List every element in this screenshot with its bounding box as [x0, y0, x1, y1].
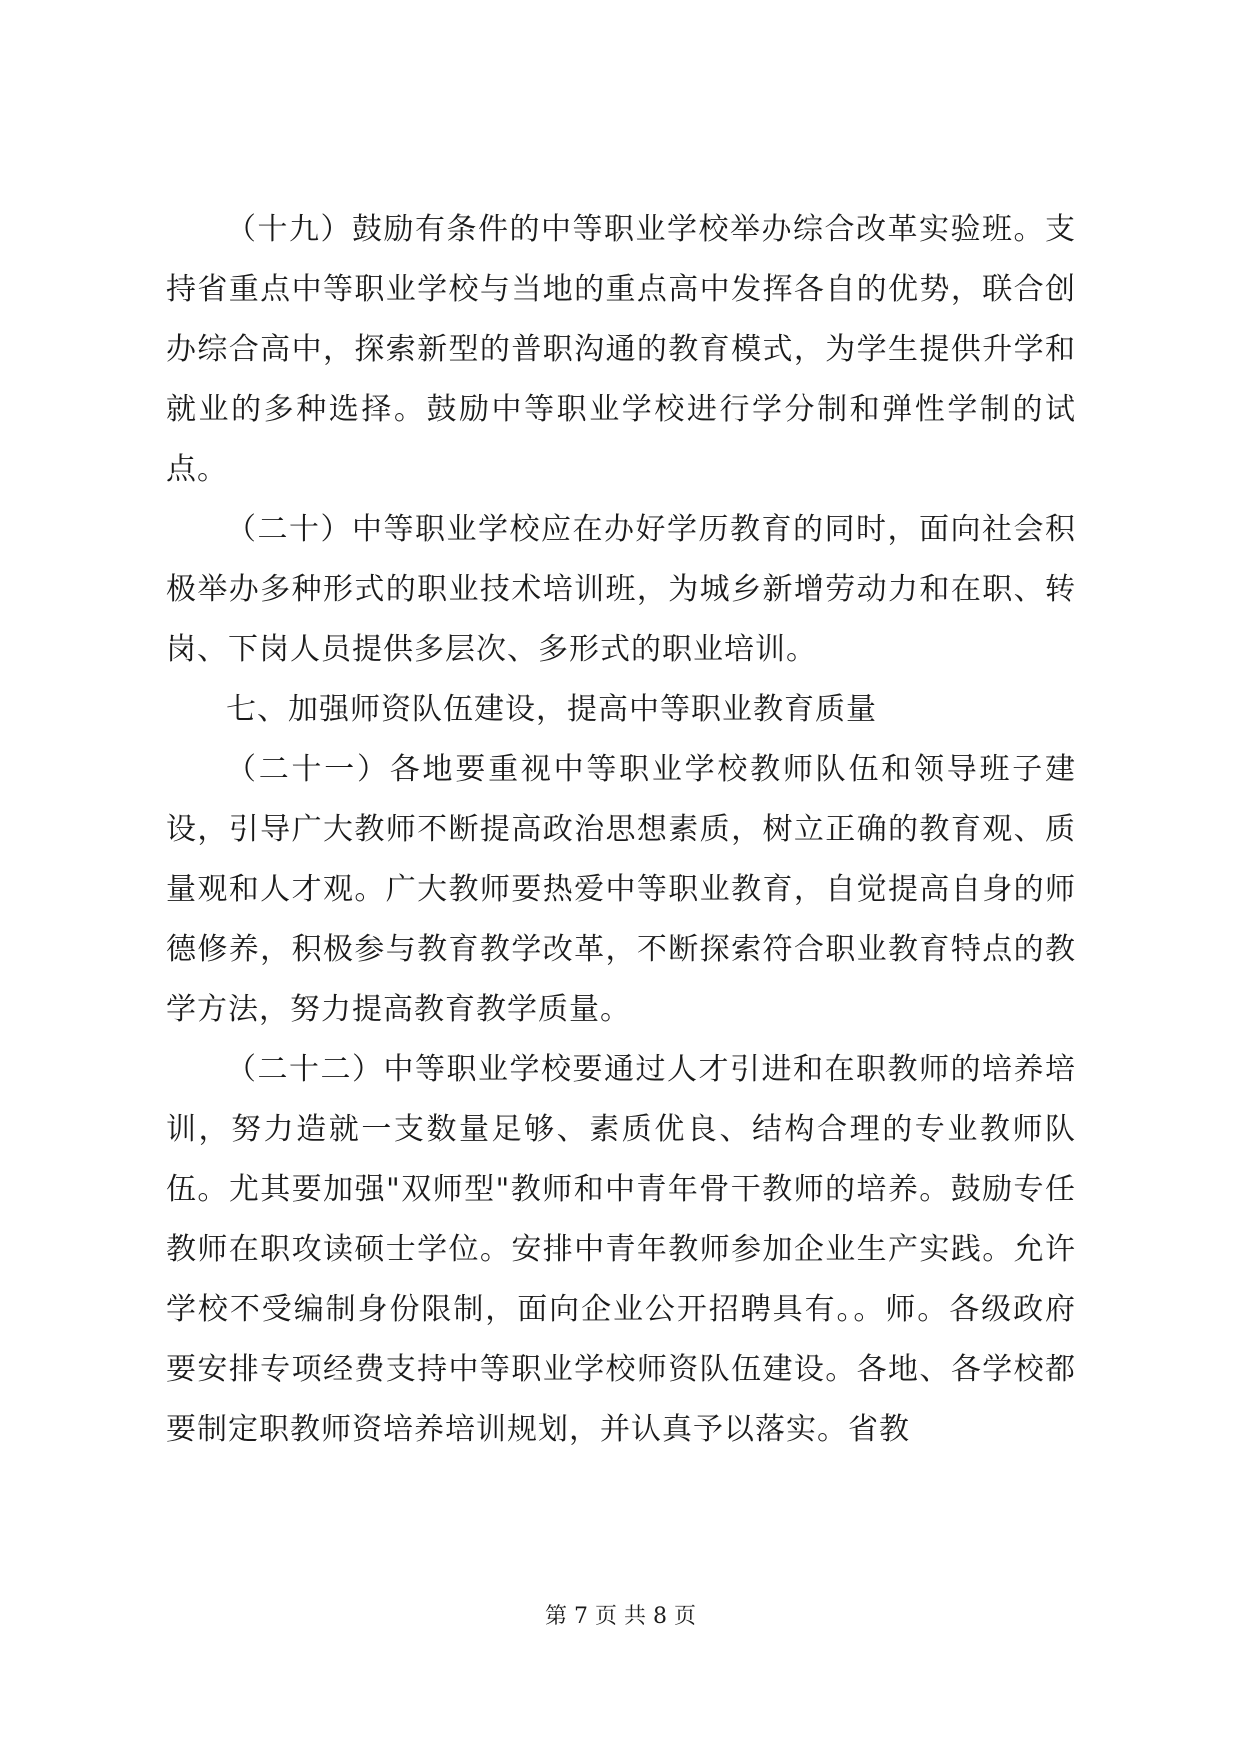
paragraph-20: （二十）中等职业学校应在办好学历教育的同时，面向社会积极举办多种形式的职业技术培训班，为城乡新增劳动力和在职、转岗、下岗人员提供多层次、多形式的职业培训。: [166, 512, 1076, 667]
paragraph-21: （二十一）各地要重视中等职业学校教师队伍和领导班子建设，引导广大教师不断提高政治思想素质，树立正确的教育观、质量观和人才观。广大教师要热爱中等职业教育，自觉提高自身的师德修养，积极参与教育教学改革，不断探索符合职业教育特点的教学方法，努力提高教育教学质量。: [166, 752, 1076, 1027]
document-body: [166, 200, 1076, 1460]
section-heading-7: 七、加强师资队伍建设，提高中等职业教育质量: [226, 692, 877, 727]
paragraph-22: （二十二）中等职业学校要通过人才引进和在职教师的培养培训，努力造就一支数量足够、素质优良、结构合理的专业教师队伍。尤其要加强"双师型"教师和中青年骨干教师的培养。鼓励专任教师在职攻读硕士学位。安排中青年教师参加企业生产实践。允许学校不受编制身份限制，面向企业公开招聘具有。。师。各级政府要安排专项经费支持中等职业学校师资队伍建设。各地、各学校都要制定职教师资培养培训规划，并认真予以落实。省教: [166, 1052, 1076, 1447]
paragraph-19: （十九）鼓励有条件的中等职业学校举办综合改革实验班。支持省重点中等职业学校与当地的重点高中发挥各自的优势，联合创办综合高中，探索新型的普职沟通的教育模式，为学生提供升学和就业的多种选择。鼓励中等职业学校进行学分制和弹性学制的试点。: [166, 212, 1076, 487]
page-number-footer: 第 7 页 共 8 页: [545, 1604, 696, 1629]
